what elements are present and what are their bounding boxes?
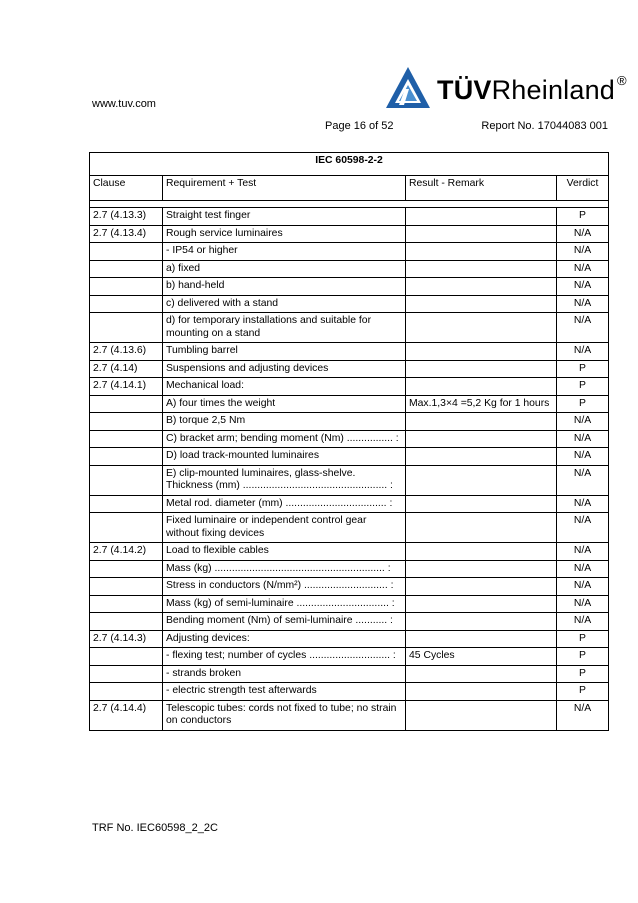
cell-requirement: Rough service luminaires [163, 225, 406, 243]
column-header-verdict: Verdict [557, 176, 609, 201]
cell-verdict: P [557, 648, 609, 666]
cell-verdict: N/A [557, 343, 609, 361]
table-row [90, 648, 609, 666]
cell-requirement: B) torque 2,5 Nm [163, 413, 406, 431]
table-title: IEC 60598-2-2 [90, 153, 609, 176]
cell-verdict: N/A [557, 613, 609, 631]
cell-result [406, 513, 557, 543]
cell-verdict: P [557, 630, 609, 648]
logo-registered: ® [617, 73, 627, 88]
table-row [90, 313, 609, 343]
cell-clause [90, 495, 163, 513]
cell-result [406, 665, 557, 683]
cell-requirement: Tumbling barrel [163, 343, 406, 361]
cell-clause [90, 395, 163, 413]
cell-result [406, 543, 557, 561]
cell-requirement: d) for temporary installations and suitable for mounting on a stand [163, 313, 406, 343]
cell-result [406, 413, 557, 431]
cell-verdict: N/A [557, 595, 609, 613]
cell-verdict: N/A [557, 243, 609, 261]
cell-requirement: Load to flexible cables [163, 543, 406, 561]
table-row [90, 378, 609, 396]
cell-requirement: Stress in conductors (N/mm²) ............................. : [163, 578, 406, 596]
cell-verdict: N/A [557, 225, 609, 243]
cell-requirement: b) hand-held [163, 278, 406, 296]
cell-result [406, 613, 557, 631]
table-row [90, 208, 609, 226]
tuv-triangle-icon [383, 65, 433, 111]
table-row [90, 578, 609, 596]
cell-clause [90, 513, 163, 543]
cell-clause [90, 665, 163, 683]
cell-verdict: N/A [557, 495, 609, 513]
table-row [90, 513, 609, 543]
cell-verdict: P [557, 208, 609, 226]
trf-number: TRF No. IEC60598_2_2C [92, 822, 218, 834]
cell-verdict: P [557, 378, 609, 396]
cell-verdict: N/A [557, 543, 609, 561]
cell-result [406, 243, 557, 261]
cell-requirement: a) fixed [163, 260, 406, 278]
cell-result [406, 208, 557, 226]
cell-verdict: P [557, 665, 609, 683]
cell-result [406, 630, 557, 648]
cell-verdict: N/A [557, 278, 609, 296]
cell-requirement: - strands broken [163, 665, 406, 683]
cell-requirement: C) bracket arm; bending moment (Nm) ................ : [163, 430, 406, 448]
cell-result [406, 700, 557, 730]
cell-clause [90, 578, 163, 596]
cell-result: 45 Cycles [406, 648, 557, 666]
cell-clause [90, 465, 163, 495]
cell-result [406, 360, 557, 378]
cell-requirement: D) load track-mounted luminaires [163, 448, 406, 466]
cell-verdict: N/A [557, 448, 609, 466]
cell-result [406, 430, 557, 448]
cell-requirement: - flexing test; number of cycles ............................ : [163, 648, 406, 666]
table-row [90, 295, 609, 313]
cell-verdict: N/A [557, 700, 609, 730]
cell-verdict: P [557, 395, 609, 413]
table-row [90, 700, 609, 730]
cell-requirement: Mechanical load: [163, 378, 406, 396]
cell-clause [90, 243, 163, 261]
table-row [90, 225, 609, 243]
cell-requirement: Straight test finger [163, 208, 406, 226]
cell-verdict: N/A [557, 260, 609, 278]
cell-requirement: Telescopic tubes: cords not fixed to tube; no strain on conductors [163, 700, 406, 730]
column-header-clause: Clause [90, 176, 163, 201]
cell-verdict: N/A [557, 465, 609, 495]
cell-clause [90, 595, 163, 613]
table-row [90, 465, 609, 495]
table-row [90, 613, 609, 631]
cell-verdict: N/A [557, 413, 609, 431]
cell-clause [90, 413, 163, 431]
table-row [90, 395, 609, 413]
column-header-requirement: Requirement + Test [163, 176, 406, 201]
table-row [90, 560, 609, 578]
table-row [90, 665, 609, 683]
cell-verdict: N/A [557, 430, 609, 448]
cell-requirement: - electric strength test afterwards [163, 683, 406, 701]
cell-result [406, 465, 557, 495]
table-row [90, 448, 609, 466]
table-row [90, 630, 609, 648]
cell-result [406, 578, 557, 596]
cell-result [406, 225, 557, 243]
cell-result [406, 343, 557, 361]
cell-requirement: Mass (kg) ........................................................... : [163, 560, 406, 578]
cell-result [406, 560, 557, 578]
column-header-result: Result - Remark [406, 176, 557, 201]
table-spacer [90, 201, 609, 208]
cell-clause: 2.7 (4.14.3) [90, 630, 163, 648]
cell-result [406, 378, 557, 396]
cell-clause: 2.7 (4.13.3) [90, 208, 163, 226]
cell-verdict: P [557, 683, 609, 701]
cell-requirement: Suspensions and adjusting devices [163, 360, 406, 378]
cell-requirement: Mass (kg) of semi-luminaire ................................ : [163, 595, 406, 613]
cell-clause [90, 260, 163, 278]
cell-requirement: c) delivered with a stand [163, 295, 406, 313]
cell-requirement: Bending moment (Nm) of semi-luminaire ........... : [163, 613, 406, 631]
cell-result [406, 278, 557, 296]
cell-clause [90, 683, 163, 701]
cell-requirement: A) four times the weight [163, 395, 406, 413]
cell-clause [90, 560, 163, 578]
table-row [90, 360, 609, 378]
cell-result [406, 295, 557, 313]
cell-requirement: - IP54 or higher [163, 243, 406, 261]
cell-requirement: Fixed luminaire or independent control gear without fixing devices [163, 513, 406, 543]
cell-clause: 2.7 (4.14.1) [90, 378, 163, 396]
page-number: Page 16 of 52 [325, 120, 394, 132]
cell-clause: 2.7 (4.14.2) [90, 543, 163, 561]
cell-verdict: N/A [557, 313, 609, 343]
cell-verdict: N/A [557, 560, 609, 578]
table-row [90, 243, 609, 261]
cell-clause: 2.7 (4.13.6) [90, 343, 163, 361]
cell-requirement: Adjusting devices: [163, 630, 406, 648]
cell-clause [90, 648, 163, 666]
table-row [90, 413, 609, 431]
cell-clause [90, 295, 163, 313]
cell-clause [90, 613, 163, 631]
cell-result [406, 448, 557, 466]
cell-verdict: N/A [557, 513, 609, 543]
cell-result [406, 595, 557, 613]
table-row [90, 683, 609, 701]
tuv-rheinland-logo [383, 63, 627, 113]
cell-requirement: E) clip-mounted luminaires, glass-shelve. Thickness (mm) .................................................. : [163, 465, 406, 495]
cell-clause: 2.7 (4.14) [90, 360, 163, 378]
cell-verdict: N/A [557, 578, 609, 596]
cell-result: Max.1,3×4 =5,2 Kg for 1 hours [406, 395, 557, 413]
cell-requirement: Metal rod. diameter (mm) ................................... : [163, 495, 406, 513]
cell-clause [90, 278, 163, 296]
logo-rest: Rheinland [491, 75, 616, 105]
table-row [90, 430, 609, 448]
cell-result [406, 313, 557, 343]
website-url: www.tuv.com [92, 98, 156, 110]
cell-clause: 2.7 (4.14.4) [90, 700, 163, 730]
requirements-table [89, 152, 609, 731]
cell-verdict: N/A [557, 295, 609, 313]
cell-clause [90, 313, 163, 343]
cell-result [406, 495, 557, 513]
logo-bold: TÜV [437, 75, 492, 105]
cell-verdict: P [557, 360, 609, 378]
table-row [90, 495, 609, 513]
cell-clause: 2.7 (4.13.4) [90, 225, 163, 243]
table-row [90, 543, 609, 561]
cell-clause [90, 448, 163, 466]
logo-wordmark [437, 75, 627, 106]
table-row [90, 343, 609, 361]
cell-result [406, 683, 557, 701]
table-row [90, 595, 609, 613]
report-number: Report No. 17044083 001 [481, 120, 608, 132]
table-row [90, 260, 609, 278]
cell-clause [90, 430, 163, 448]
table-row [90, 278, 609, 296]
cell-result [406, 260, 557, 278]
